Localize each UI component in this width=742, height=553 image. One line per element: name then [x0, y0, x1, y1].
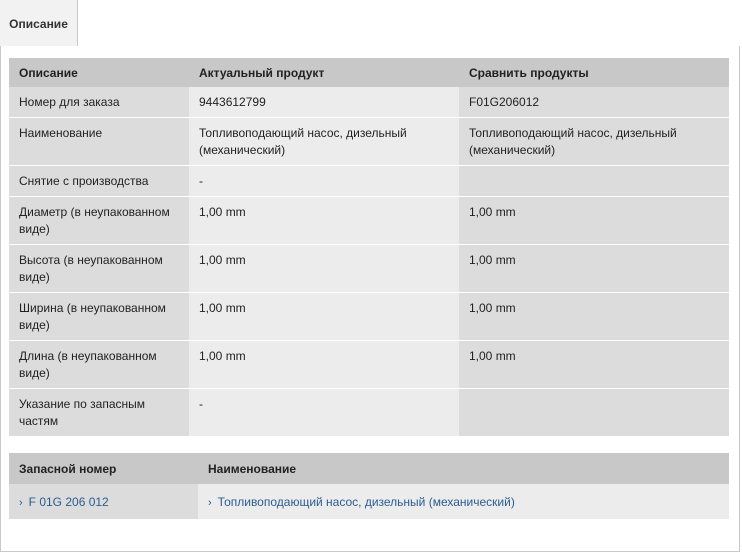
- parts-header-number: Запасной номер: [9, 453, 198, 484]
- current-value: 1,00 mm: [189, 293, 459, 341]
- spare-part-name-link[interactable]: Топливоподающий насос, дизельный (механический): [217, 494, 515, 509]
- row-label: Снятие с производства: [9, 166, 189, 197]
- table-row: [9, 197, 729, 245]
- row-label: Длина (в неупакованном виде): [9, 341, 189, 389]
- row-label: Номер для заказа: [9, 87, 189, 118]
- current-value: 1,00 mm: [189, 197, 459, 245]
- row-label: Высота (в неупакованном виде): [9, 245, 189, 293]
- compare-value: 1,00 mm: [459, 341, 729, 389]
- tab-description[interactable]: Описание: [0, 0, 78, 47]
- table-row: [9, 166, 729, 197]
- current-value: -: [189, 389, 459, 437]
- current-value: 9443612799: [189, 87, 459, 118]
- spare-parts-table: [9, 453, 729, 519]
- compare-value: [459, 389, 729, 437]
- table-row: [9, 293, 729, 341]
- chevron-right-icon: ›: [19, 496, 23, 509]
- compare-value: 1,00 mm: [459, 293, 729, 341]
- current-value: 1,00 mm: [189, 245, 459, 293]
- row-label: Наименование: [9, 118, 189, 166]
- table-row: [9, 341, 729, 389]
- row-label: Диаметр (в неупакованном виде): [9, 197, 189, 245]
- compare-value: 1,00 mm: [459, 197, 729, 245]
- parts-header-row: [9, 453, 729, 484]
- table-row: [9, 389, 729, 437]
- current-value: -: [189, 166, 459, 197]
- current-value: Топливоподающий насос, дизельный (механический): [189, 118, 459, 166]
- row-label: Ширина (в неупакованном виде): [9, 293, 189, 341]
- chevron-right-icon: ›: [208, 496, 212, 509]
- table-row: [9, 245, 729, 293]
- table-row: [9, 118, 729, 166]
- spec-header-row: [9, 58, 729, 87]
- spare-part-name-cell: [198, 484, 729, 519]
- spec-header-compare-products: Сравнить продукты: [459, 58, 729, 87]
- tab-bar: [0, 0, 742, 47]
- compare-value: Топливоподающий насос, дизельный (механический): [459, 118, 729, 166]
- compare-value: 1,00 mm: [459, 245, 729, 293]
- current-value: 1,00 mm: [189, 341, 459, 389]
- spare-part-number-link[interactable]: F 01G 206 012: [28, 494, 109, 509]
- spec-comparison-table: [9, 58, 729, 437]
- parts-header-name: Наименование: [198, 453, 729, 484]
- table-row: [9, 484, 729, 519]
- spec-header-description: Описание: [9, 58, 189, 87]
- compare-value: [459, 166, 729, 197]
- row-label: Указание по запасным частям: [9, 389, 189, 437]
- spare-part-number-cell: [9, 484, 198, 519]
- compare-value: F01G206012: [459, 87, 729, 118]
- table-row: [9, 87, 729, 118]
- spec-header-current-product: Актуальный продукт: [189, 58, 459, 87]
